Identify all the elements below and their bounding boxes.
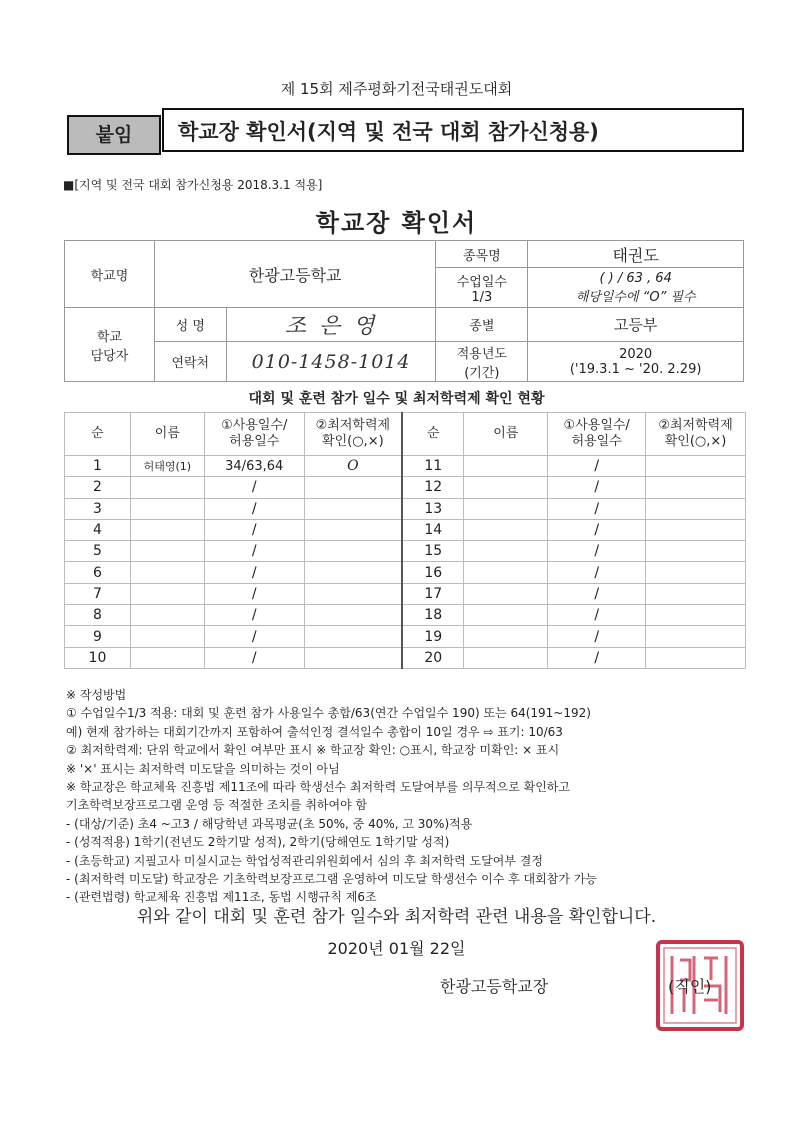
col-header-name: 이름 <box>130 413 204 456</box>
table-row <box>65 605 746 626</box>
row-min <box>304 647 402 668</box>
row-days: / <box>548 519 646 540</box>
row-name <box>130 562 204 583</box>
row-name <box>130 605 204 626</box>
instruction-line: ① 수업일수1/3 적용: 대회 및 훈련 참가 사용일수 총합/63(연간 수업일수 190) 또는 64(191~192) <box>66 706 591 721</box>
instruction-line: 예) 현재 참가하는 대회기간까지 포함하여 출석인정 결석일수 총합이 10일 경우 ⇨ 표기: 10/63 <box>66 724 563 739</box>
row-min <box>646 456 746 477</box>
row-no: 15 <box>402 541 464 562</box>
status-title: 대회 및 훈련 참가 일수 및 최저학력제 확인 현황 <box>248 391 545 407</box>
col-header-days-2: ①사용일수/ 허용일수 <box>548 413 646 456</box>
instruction-line: - (관련법령) 학교체육 진흥법 제11조, 동법 시행규칙 제6조 <box>66 890 377 905</box>
table-row <box>65 519 746 540</box>
row-no: 10 <box>65 647 131 668</box>
event-value: 태권도 <box>528 241 744 268</box>
instruction-line: ※ '×' 표시는 최저학력 미도달을 의미하는 것이 아님 <box>66 761 340 776</box>
row-no: 5 <box>65 541 131 562</box>
category-value: 고등부 <box>528 308 744 342</box>
col-header-name-2: 이름 <box>464 413 548 456</box>
form-note: ■[지역 및 전국 대회 참가신청용 2018.3.1 적용] <box>63 178 323 192</box>
row-days: 34/63,64 <box>204 456 304 477</box>
attachment-label: 붙임 <box>67 115 161 155</box>
row-no: 18 <box>402 605 464 626</box>
row-name <box>130 583 204 604</box>
seal-label: (직인) <box>668 977 712 996</box>
row-days: / <box>204 562 304 583</box>
manager-name-handwritten: 조 은 영 <box>226 308 436 342</box>
row-min <box>646 605 746 626</box>
name-label: 성 명 <box>154 308 226 342</box>
days-label: 수업일수 1/3 <box>436 268 528 308</box>
category-label: 종별 <box>436 308 528 342</box>
row-name <box>130 519 204 540</box>
row-name <box>130 477 204 498</box>
row-days: / <box>548 583 646 604</box>
row-no: 3 <box>65 498 131 519</box>
row-min <box>646 626 746 647</box>
table-row <box>65 647 746 668</box>
row-min <box>304 541 402 562</box>
instruction-line: ※ 작성방법 <box>66 688 127 702</box>
row-min <box>304 583 402 604</box>
row-days: / <box>548 626 646 647</box>
confirm-statement: 위와 같이 대회 및 훈련 참가 일수와 최저학력 관련 내용을 확인합니다. <box>136 907 657 927</box>
year-label: 적용년도 (기간) <box>436 342 528 382</box>
contact-label: 연락처 <box>154 342 226 382</box>
row-days: / <box>548 562 646 583</box>
row-no: 14 <box>402 519 464 540</box>
manager-label: 학교 담당자 <box>65 308 155 382</box>
row-days: / <box>204 647 304 668</box>
row-no: 16 <box>402 562 464 583</box>
row-days: / <box>548 605 646 626</box>
banner-title: 학교장 확인서(지역 및 전국 대회 참가신청용) <box>162 108 744 152</box>
school-info-table <box>64 240 744 382</box>
row-days: / <box>204 583 304 604</box>
col-header-days: ①사용일수/ 허용일수 <box>204 413 304 456</box>
table-header-row <box>65 413 746 456</box>
table-row <box>65 456 746 477</box>
row-min <box>304 519 402 540</box>
contact-handwritten: 010-1458-1014 <box>226 342 436 382</box>
row-name <box>464 605 548 626</box>
row-no: 1 <box>65 456 131 477</box>
row-name <box>464 456 548 477</box>
row-name <box>464 626 548 647</box>
row-name <box>464 562 548 583</box>
row-no: 11 <box>402 456 464 477</box>
table-row <box>65 583 746 604</box>
row-no: 7 <box>65 583 131 604</box>
table-row <box>65 626 746 647</box>
event-label: 종목명 <box>436 241 528 268</box>
instruction-line: - (성적적용) 1학기(전년도 2학기말 성적), 2학기(당해연도 1학기말 성적) <box>66 835 450 850</box>
instruction-line: 기초학력보장프로그램 운영 등 적절한 조치를 취하여야 함 <box>66 798 368 813</box>
row-days: / <box>548 498 646 519</box>
row-name <box>130 498 204 519</box>
table-row <box>65 562 746 583</box>
row-min <box>304 605 402 626</box>
col-header-no: 순 <box>65 413 131 456</box>
doc-title: 학교장 확인서 <box>315 209 478 237</box>
row-min <box>304 562 402 583</box>
row-days: / <box>548 477 646 498</box>
school-name: 한광고등학교 <box>154 241 436 308</box>
row-min <box>646 541 746 562</box>
instruction-line: ② 최저학력제: 단위 학교에서 확인 여부만 표시 ※ 학교장 확인: ○표시, 학교장 미확인: × 표시 <box>66 743 560 758</box>
row-days: / <box>548 456 646 477</box>
row-no: 17 <box>402 583 464 604</box>
instruction-line: - (대상/기준) 초4 ~고3 / 해당학년 과목평균(초 50%, 중 40%, 고 30%)적용 <box>66 816 473 831</box>
row-name <box>464 541 548 562</box>
signer-name: 한광고등학교장 <box>440 977 549 996</box>
table-row <box>65 477 746 498</box>
row-days: / <box>204 498 304 519</box>
row-no: 19 <box>402 626 464 647</box>
col-header-min-2: ②최저학력제 확인(○,×) <box>646 413 746 456</box>
row-min <box>304 477 402 498</box>
row-name <box>130 541 204 562</box>
event-title: 제 15회 제주평화기전국태권도대회 <box>280 80 513 98</box>
row-name <box>464 477 548 498</box>
row-no: 8 <box>65 605 131 626</box>
row-days: / <box>204 541 304 562</box>
row-days: / <box>204 605 304 626</box>
school-label: 학교명 <box>65 241 155 308</box>
row-no: 20 <box>402 647 464 668</box>
table-row <box>65 498 746 519</box>
row-name <box>464 647 548 668</box>
row-days: / <box>548 647 646 668</box>
col-header-no-2: 순 <box>402 413 464 456</box>
row-no: 9 <box>65 626 131 647</box>
row-no: 12 <box>402 477 464 498</box>
row-min: O <box>304 456 402 477</box>
row-min <box>646 519 746 540</box>
row-no: 2 <box>65 477 131 498</box>
row-name: 허태영(1) <box>130 456 204 477</box>
instructions <box>66 686 766 907</box>
row-days: / <box>548 541 646 562</box>
signature-date: 2020년 01월 22일 <box>327 939 466 958</box>
row-name <box>130 647 204 668</box>
row-min <box>646 562 746 583</box>
row-days: / <box>204 519 304 540</box>
instruction-line: ※ 학교장은 학교체육 진흥법 제11조에 따라 학생선수 최저학력 도달여부를 의무적으로 확인하고 <box>66 780 570 795</box>
row-min <box>304 626 402 647</box>
row-min <box>646 477 746 498</box>
col-header-min: ②최저학력제 확인(○,×) <box>304 413 402 456</box>
row-no: 13 <box>402 498 464 519</box>
participants-table <box>64 412 746 669</box>
row-min <box>646 583 746 604</box>
table-row <box>65 541 746 562</box>
row-no: 4 <box>65 519 131 540</box>
year-value: 2020 ('19.3.1 ~ '20. 2.29) <box>528 342 744 382</box>
instruction-line: - (초등학교) 지필고사 미실시교는 학업성적관리위원회에서 심의 후 최저학력 도달여부 결정 <box>66 853 543 868</box>
row-days: / <box>204 477 304 498</box>
instruction-line: - (최저학력 미도달) 학교장은 기초학력보장프로그램 운영하여 미도달 학생선수 이수 후 대회참가 가능 <box>66 872 597 887</box>
row-name <box>130 626 204 647</box>
row-min <box>646 498 746 519</box>
row-min <box>304 498 402 519</box>
days-value: ( ) / 63 , 64 해당일수에 “O” 필수 <box>528 268 744 308</box>
row-days: / <box>204 626 304 647</box>
row-no: 6 <box>65 562 131 583</box>
row-name <box>464 519 548 540</box>
row-min <box>646 647 746 668</box>
row-name <box>464 583 548 604</box>
row-name <box>464 498 548 519</box>
